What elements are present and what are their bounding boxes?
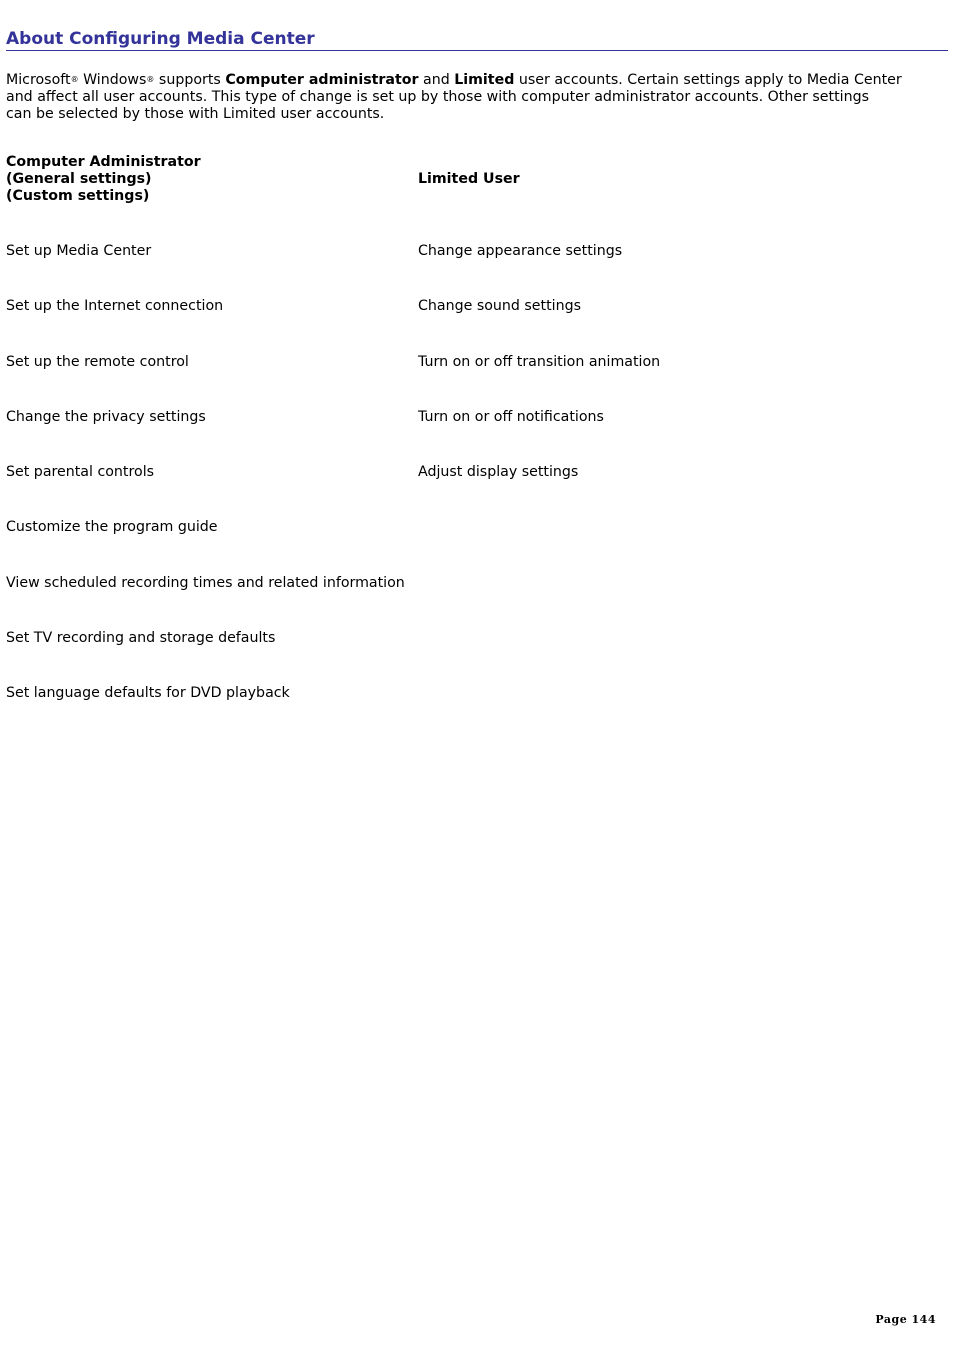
admin-column-header <box>6 154 201 205</box>
admin-item: Change the privacy settings <box>6 409 206 425</box>
admin-item: Set parental controls <box>6 464 155 480</box>
admin-item: Set up the remote control <box>6 354 189 370</box>
intro-line-3: can be selected by those with Limited user accounts. <box>6 106 385 122</box>
intro-windows: Windows <box>78 72 147 88</box>
intro-line-2: and affect all user accounts. This type of change is set up by those with computer administrator accounts. Other settings <box>6 89 869 105</box>
intro-supports: supports <box>154 72 226 88</box>
limited-item: Change appearance settings <box>418 243 623 259</box>
admin-item: View scheduled recording times and related information <box>6 575 405 591</box>
admin-item: Set language defaults for DVD playback <box>6 685 290 701</box>
limited-header-line: Limited User <box>418 171 520 187</box>
admin-item: Set TV recording and storage defaults <box>6 630 276 646</box>
admin-item: Set up Media Center <box>6 243 152 259</box>
intro-limited-bold: Limited <box>454 72 515 88</box>
admin-header-line: (General settings) <box>6 171 152 187</box>
intro-line-1 <box>6 72 946 89</box>
registered-mark: ® <box>70 75 79 84</box>
limited-column-header <box>418 171 520 188</box>
limited-item: Turn on or off notifications <box>418 409 604 425</box>
admin-header-line: (Custom settings) <box>6 188 150 204</box>
intro-paragraph <box>6 72 946 123</box>
intro-microsoft: Microsoft <box>6 72 71 88</box>
intro-admin-bold: Computer administrator <box>225 72 419 88</box>
admin-header-line: Computer Administrator <box>6 154 201 170</box>
admin-item: Customize the program guide <box>6 519 218 535</box>
intro-rest: user accounts. Certain settings apply to Media Center <box>514 72 902 88</box>
page-number: Page 144 <box>875 1313 936 1326</box>
intro-and: and <box>418 72 455 88</box>
limited-item: Turn on or off transition animation <box>418 354 661 370</box>
admin-item: Set up the Internet connection <box>6 298 224 314</box>
page-title: About Configuring Media Center <box>6 29 948 51</box>
limited-item: Change sound settings <box>418 298 581 314</box>
registered-mark: ® <box>146 75 155 84</box>
limited-item: Adjust display settings <box>418 464 579 480</box>
